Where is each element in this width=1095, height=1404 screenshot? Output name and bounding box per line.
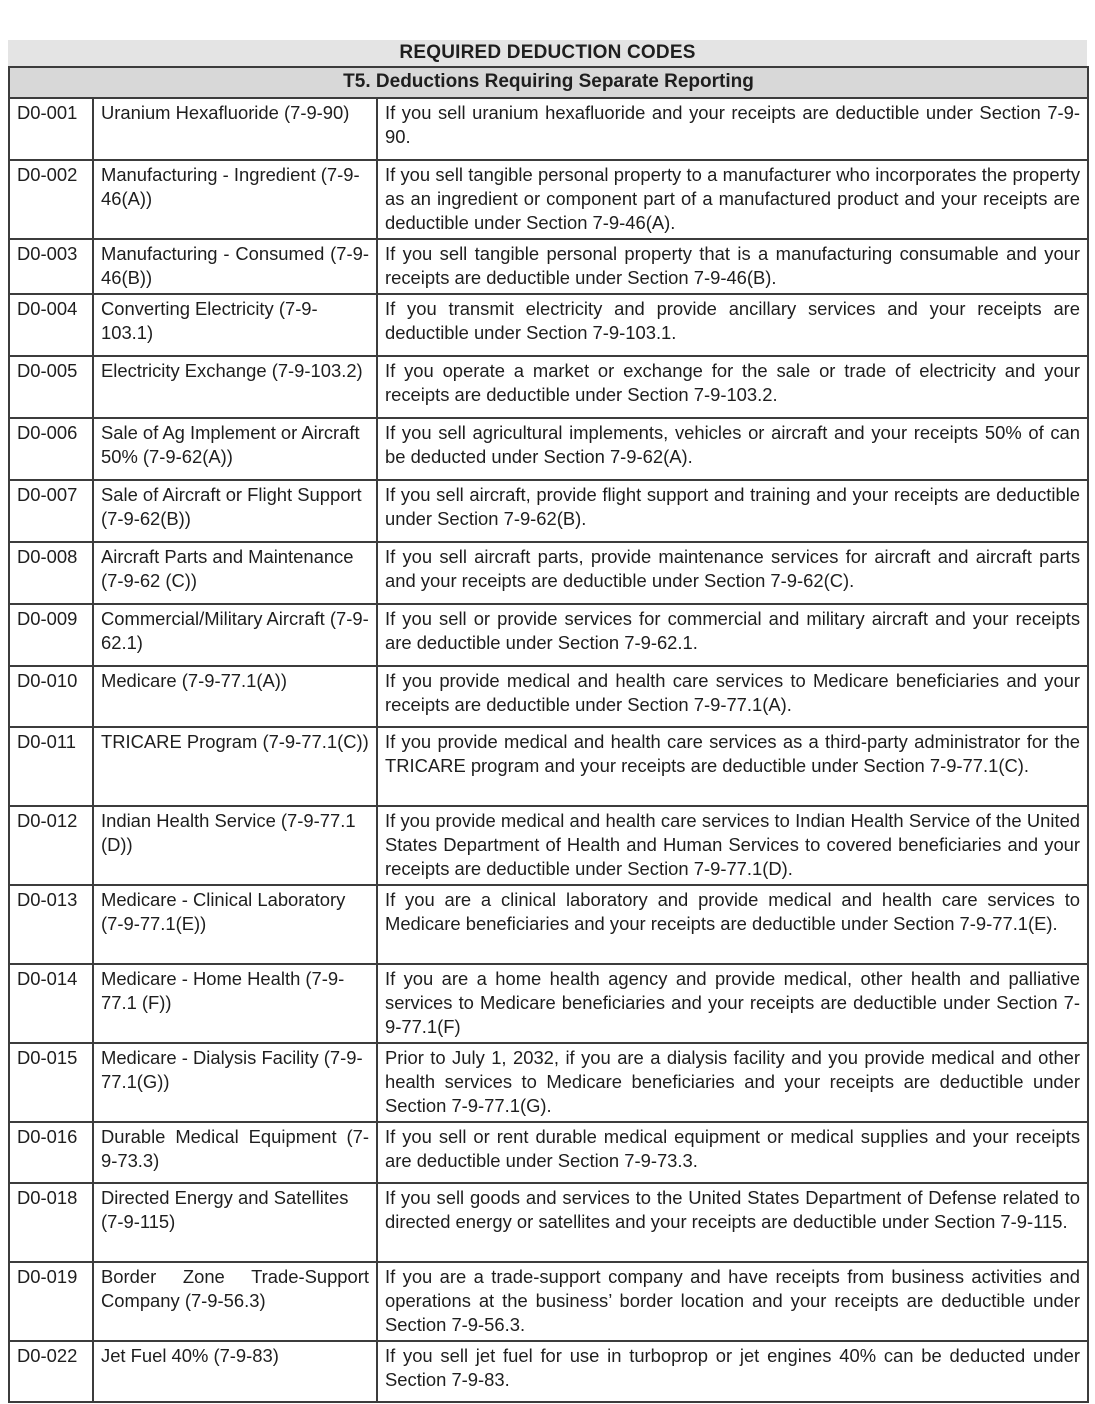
deduction-code: D0-004 [9,294,93,356]
table-row [9,806,1088,885]
deduction-description: If you are a home health agency and provide medical, other health and palliative services to Medicare beneficiaries and your receipts are deductible under Section 7-9-77.1(F) [377,964,1088,1043]
deduction-name: Medicare - Home Health (7-9-77.1 (F)) [93,964,377,1043]
table-row [9,160,1088,239]
deduction-name: Electricity Exchange (7-9-103.2) [93,356,377,418]
table-row [9,356,1088,418]
deduction-code: D0-014 [9,964,93,1043]
deduction-name: Aircraft Parts and Maintenance (7-9-62 (C)) [93,542,377,604]
deduction-name: Medicare (7-9-77.1(A)) [93,666,377,727]
deduction-name: TRICARE Program (7-9-77.1(C)) [93,727,377,806]
table-row [9,604,1088,666]
table-row [9,418,1088,480]
deduction-code: D0-022 [9,1341,93,1402]
deduction-name: Medicare - Dialysis Facility (7-9-77.1(G)) [93,1043,377,1122]
table-body [9,98,1088,1402]
deduction-description: If you sell tangible personal property to a manufacturer who incorporates the property as an ingredient or component part of a manufactured product and your receipts are deductible under Section 7-9-46(A). [377,160,1088,239]
table-row [9,964,1088,1043]
table-row [9,542,1088,604]
deduction-description: If you transmit electricity and provide ancillary services and your receipts are deductible under Section 7-9-103.1. [377,294,1088,356]
deduction-code: D0-005 [9,356,93,418]
deduction-description: If you sell or rent durable medical equipment or medical supplies and your receipts are deductible under Section 7-9-73.3. [377,1122,1088,1183]
deduction-code: D0-018 [9,1183,93,1262]
deduction-code: D0-007 [9,480,93,542]
table-row [9,1122,1088,1183]
deduction-name: Jet Fuel 40% (7-9-83) [93,1341,377,1402]
deduction-description: If you provide medical and health care services to Indian Health Service of the United States Department of Health and Human Services to covered beneficiaries and your receipts are deductible under Section 7-9-77.1(D). [377,806,1088,885]
deduction-description: If you sell tangible personal property that is a manufacturing consumable and your receipts are deductible under Section 7-9-46(B). [377,239,1088,294]
deduction-code: D0-003 [9,239,93,294]
table-row [9,480,1088,542]
deduction-name: Indian Health Service (7-9-77.1 (D)) [93,806,377,885]
deduction-code: D0-019 [9,1262,93,1341]
deduction-description: If you sell jet fuel for use in turboprop or jet engines 40% can be deducted under Section 7-9-83. [377,1341,1088,1402]
deduction-code: D0-002 [9,160,93,239]
deduction-description: If you sell or provide services for commercial and military aircraft and your receipts are deductible under Section 7-9-62.1. [377,604,1088,666]
section-header-row [9,67,1088,98]
deduction-name: Commercial/Military Aircraft (7-9-62.1) [93,604,377,666]
deduction-description: If you sell agricultural implements, vehicles or aircraft and your receipts 50% of can be deducted under Section 7-9-62(A). [377,418,1088,480]
table-row [9,666,1088,727]
table-row [9,1183,1088,1262]
deduction-name: Sale of Aircraft or Flight Support (7-9-62(B)) [93,480,377,542]
deduction-code: D0-009 [9,604,93,666]
deduction-description: If you provide medical and health care services to Medicare beneficiaries and your receipts are deductible under Section 7-9-77.1(A). [377,666,1088,727]
deduction-description: If you sell goods and services to the United States Department of Defense related to directed energy or satellites and your receipts are deductible under Section 7-9-115. [377,1183,1088,1262]
deduction-code: D0-006 [9,418,93,480]
deduction-name: Durable Medical Equipment (7-9-73.3) [93,1122,377,1183]
deduction-code: D0-016 [9,1122,93,1183]
section-title: T5. Deductions Requiring Separate Reporting [9,67,1088,98]
table-row [9,1262,1088,1341]
deduction-code: D0-012 [9,806,93,885]
deduction-code: D0-013 [9,885,93,964]
deduction-code: D0-011 [9,727,93,806]
deduction-name: Medicare - Clinical Laboratory (7-9-77.1(E)) [93,885,377,964]
deduction-description: Prior to July 1, 2032, if you are a dialysis facility and you provide medical and other health services to Medicare beneficiaries and your receipts are deductible under Section 7-9-77.1(G). [377,1043,1088,1122]
deduction-code: D0-010 [9,666,93,727]
table-row [9,1043,1088,1122]
document [8,40,1087,1403]
deduction-description: If you are a trade-support company and have receipts from business activities and operations at the business’ border location and your receipts are deductible under Section 7-9-56.3. [377,1262,1088,1341]
table-row [9,98,1088,160]
deduction-name: Manufacturing - Ingredient (7-9-46(A)) [93,160,377,239]
deduction-description: If you provide medical and health care services as a third-party administrator for the TRICARE program and your receipts are deductible under Section 7-9-77.1(C). [377,727,1088,806]
table-row [9,727,1088,806]
deduction-code: D0-008 [9,542,93,604]
table-row [9,239,1088,294]
deduction-codes-table [8,66,1089,1403]
deduction-name: Manufacturing - Consumed (7-9-46(B)) [93,239,377,294]
deduction-name: Sale of Ag Implement or Aircraft 50% (7-9-62(A)) [93,418,377,480]
deduction-description: If you are a clinical laboratory and provide medical and health care services to Medicare beneficiaries and your receipts are deductible under Section 7-9-77.1(E). [377,885,1088,964]
deduction-code: D0-015 [9,1043,93,1122]
table-row [9,1341,1088,1402]
table-row [9,885,1088,964]
deduction-name: Directed Energy and Satellites (7-9-115) [93,1183,377,1262]
deduction-description: If you operate a market or exchange for the sale or trade of electricity and your receipts are deductible under Section 7-9-103.2. [377,356,1088,418]
deduction-code: D0-001 [9,98,93,160]
deduction-name: Border Zone Trade-Support Company (7-9-56.3) [93,1262,377,1341]
deduction-description: If you sell uranium hexafluoride and your receipts are deductible under Section 7-9-90. [377,98,1088,160]
deduction-name: Converting Electricity (7-9-103.1) [93,294,377,356]
page-title: REQUIRED DEDUCTION CODES [8,40,1087,66]
deduction-description: If you sell aircraft, provide flight support and training and your receipts are deductible under Section 7-9-62(B). [377,480,1088,542]
table-row [9,294,1088,356]
deduction-name: Uranium Hexafluoride (7-9-90) [93,98,377,160]
deduction-description: If you sell aircraft parts, provide maintenance services for aircraft and aircraft parts and your receipts are deductible under Section 7-9-62(C). [377,542,1088,604]
